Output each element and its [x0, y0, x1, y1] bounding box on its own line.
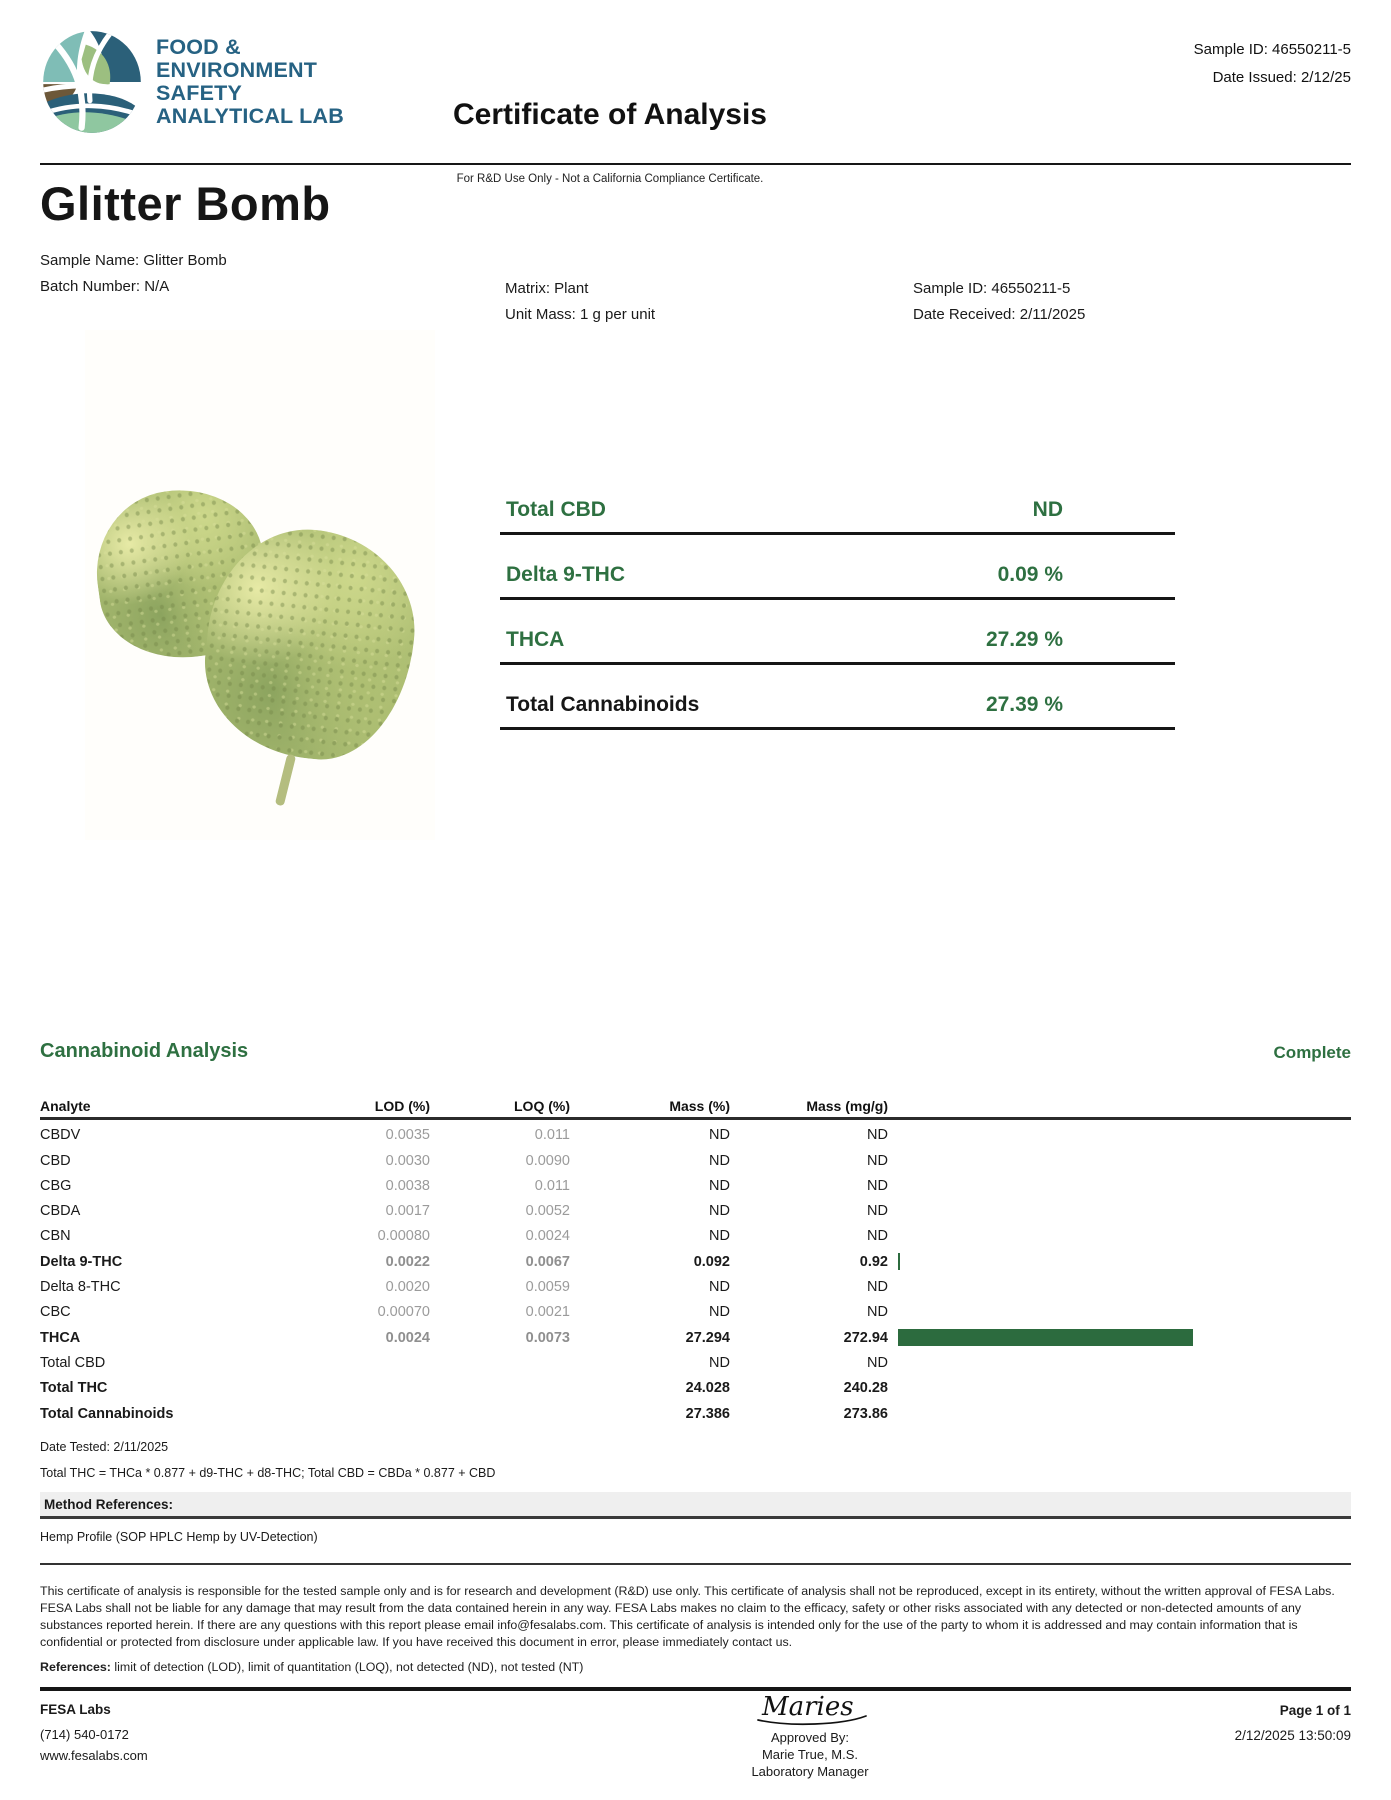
summary-label: Delta 9-THC	[506, 563, 626, 586]
summary-value: 27.39 %	[985, 693, 1063, 716]
cell-analyte: CBN	[40, 1228, 71, 1245]
cell-analyte: CBC	[40, 1304, 71, 1321]
method-references-body: Hemp Profile (SOP HPLC Hemp by UV-Detection)	[40, 1530, 318, 1544]
cell-analyte: THCA	[40, 1329, 81, 1346]
cell-mass_mgg: 272.94	[843, 1329, 888, 1346]
cell-lod: 0.0035	[385, 1127, 430, 1144]
unit-mass: Unit Mass: 1 g per unit	[505, 305, 656, 323]
coa-title: Certificate of Analysis	[453, 98, 767, 131]
cell-mass_pct: 27.386	[685, 1405, 730, 1422]
header-divider	[40, 163, 1351, 165]
print-datetime: 2/12/2025 13:50:09	[1234, 1728, 1351, 1743]
sample-id-top: Sample ID: 46550211-5	[1193, 41, 1351, 58]
logo-line-3: SAFETY	[156, 81, 243, 105]
analysis-section-title: Cannabinoid Analysis	[40, 1040, 249, 1062]
date-issued-top: Date Issued: 2/12/25	[1212, 68, 1351, 86]
thc-formula: Total THC = THCa * 0.877 + d9-THC + d8-THC; Total CBD = CBDa * 0.877 + CBD	[40, 1466, 496, 1480]
logo-line-2: ENVIRONMENT	[156, 58, 318, 82]
cell-mass_pct: 27.294	[685, 1329, 730, 1346]
references-label: References:	[40, 1660, 111, 1674]
batch-number: Batch Number: N/A	[40, 277, 170, 295]
logo-line-1: FOOD &	[156, 35, 241, 59]
table-header-divider	[40, 1117, 1351, 1120]
column-header-analyte: Analyte	[40, 1097, 91, 1114]
cell-mass_mgg: ND	[867, 1127, 888, 1144]
column-header-lod: LOD (%)	[374, 1097, 430, 1114]
summary-value: ND	[1032, 498, 1063, 521]
cell-loq: 0.011	[534, 1127, 570, 1144]
cell-analyte: Total THC	[40, 1380, 108, 1397]
cell-analyte: Total Cannabinoids	[40, 1405, 174, 1422]
matrix: Matrix: Plant	[505, 280, 589, 297]
summary-label: Total CBD	[506, 498, 606, 521]
mass-bar	[898, 1329, 1193, 1346]
cell-lod: 0.0022	[385, 1253, 430, 1270]
product-photo	[85, 330, 435, 840]
cell-mass_mgg: ND	[867, 1203, 888, 1220]
table-row	[40, 1300, 1351, 1325]
method-references-header: Method References:	[40, 1492, 1351, 1519]
cell-analyte: Delta 8-THC	[40, 1279, 121, 1296]
approver-title: Laboratory Manager	[751, 1764, 869, 1780]
cell-mass_pct: ND	[709, 1203, 730, 1220]
summary-value: 27.29 %	[985, 628, 1063, 651]
summary-table	[500, 470, 1175, 730]
cell-mass_mgg: ND	[867, 1177, 888, 1194]
date-tested: Date Tested: 2/11/2025	[40, 1440, 169, 1454]
page-number: Page 1 of 1	[1279, 1703, 1351, 1718]
bud-stem	[275, 754, 296, 807]
summary-row	[500, 470, 1175, 535]
lab-logo	[40, 28, 344, 136]
cell-analyte: CBDA	[40, 1203, 81, 1220]
cell-loq: 0.011	[534, 1177, 570, 1194]
cell-loq: 0.0024	[525, 1228, 570, 1245]
cell-loq: 0.0052	[525, 1203, 570, 1220]
table-row	[40, 1148, 1351, 1173]
analysis-table	[40, 1094, 1351, 1426]
lab-logo-text	[156, 36, 344, 128]
cell-analyte: Delta 9-THC	[40, 1253, 123, 1270]
analysis-status: Complete	[1273, 1043, 1351, 1062]
cell-mass_pct: ND	[709, 1279, 730, 1296]
table-row	[40, 1249, 1351, 1274]
footer-page-info	[1235, 1703, 1351, 1743]
approver-name: Marie True, M.S.	[761, 1747, 859, 1763]
lab-phone: (714) 540-0172	[40, 1726, 129, 1742]
summary-row	[500, 535, 1175, 600]
cell-lod: 0.0020	[385, 1279, 430, 1296]
table-row	[40, 1173, 1351, 1198]
date-received: Date Received: 2/11/2025	[913, 305, 1086, 323]
table-row	[40, 1274, 1351, 1299]
footer-approval	[560, 1690, 1060, 1780]
cell-lod: 0.0030	[385, 1152, 430, 1169]
bud-right	[196, 520, 425, 768]
cell-loq: 0.0067	[525, 1253, 570, 1270]
cell-lod: 0.0024	[385, 1329, 430, 1346]
footer-lab-info	[40, 1703, 148, 1770]
cell-mass_mgg: ND	[867, 1152, 888, 1169]
cell-loq: 0.0021	[525, 1304, 570, 1321]
cell-mass_mgg: ND	[867, 1279, 888, 1296]
cell-lod: 0.0038	[385, 1177, 430, 1194]
column-header-mass-mgg: Mass (mg/g)	[806, 1097, 888, 1114]
logo-line-4: ANALYTICAL LAB	[156, 104, 344, 128]
cell-mass_pct: ND	[709, 1127, 730, 1144]
cell-loq: 0.0059	[525, 1279, 570, 1296]
cell-mass_pct: 24.028	[685, 1380, 730, 1397]
summary-row	[500, 600, 1175, 665]
signature-name: Maries	[762, 1692, 854, 1722]
cell-lod: 0.00080	[377, 1228, 430, 1245]
approved-by-label: Approved By:	[770, 1730, 850, 1745]
table-row	[40, 1350, 1351, 1375]
sample-name: Sample Name: Glitter Bomb	[40, 252, 227, 269]
lab-logo-icon	[40, 28, 144, 136]
table-header-row	[40, 1094, 1351, 1117]
cell-loq: 0.0073	[525, 1329, 570, 1346]
table-row	[40, 1325, 1351, 1350]
summary-row	[500, 665, 1175, 730]
lab-name: FESA Labs	[40, 1702, 111, 1717]
table-row	[40, 1376, 1351, 1401]
column-header-mass-pct: Mass (%)	[669, 1097, 730, 1114]
method-divider	[40, 1563, 1351, 1565]
summary-label: Total Cannabinoids	[506, 693, 700, 716]
references-text	[40, 1660, 583, 1674]
cell-mass_pct: ND	[709, 1228, 730, 1245]
summary-underline	[500, 727, 1175, 730]
cell-lod: 0.0017	[385, 1203, 430, 1220]
table-row	[40, 1123, 1351, 1148]
cell-mass_mgg: ND	[867, 1228, 888, 1245]
references-body: limit of detection (LOD), limit of quantitation (LOQ), not detected (ND), not tested (NT)	[110, 1660, 584, 1674]
cell-mass_mgg: ND	[867, 1304, 888, 1321]
summary-label: THCA	[506, 628, 565, 651]
product-title: Glitter Bomb	[40, 177, 331, 230]
disclaimer-text: This certificate of analysis is responsible for the tested sample only and is for research and development (R&D) use only. This certificate of analysis shall not be reproduced, except in its entirety, without the written approval of FESA Labs. FESA Labs shall not be liable for any damage that may result from the data contained herein in any way. FESA Labs makes no claim to the efficacy, safety or other risks associated with any detected or non-detected amounts of any substances reported herein. If there are any questions with this report please email info@fesalabs.com. This certificate of analysis is intended only for the use of the party to whom it is addressed and may contain information that is confidential or protected from disclosure under applicable law. If you have received this document in error, please immediately contact us.	[40, 1584, 1335, 1649]
cell-loq: 0.0090	[525, 1152, 570, 1169]
cell-mass_pct: ND	[709, 1304, 730, 1321]
cell-analyte: CBDV	[40, 1127, 81, 1144]
table-row	[40, 1401, 1351, 1426]
table-row	[40, 1198, 1351, 1223]
cell-mass_pct: ND	[709, 1152, 730, 1169]
cell-analyte: Total CBD	[40, 1354, 106, 1371]
mass-bar	[898, 1253, 900, 1270]
cell-mass_mgg: 273.86	[843, 1405, 888, 1422]
cell-analyte: CBG	[40, 1177, 72, 1194]
lab-website: www.fesalabs.com	[40, 1748, 148, 1764]
signature	[740, 1690, 880, 1728]
cell-mass_pct: ND	[709, 1354, 730, 1371]
summary-value: 0.09 %	[997, 563, 1063, 586]
cell-mass_pct: ND	[709, 1177, 730, 1194]
cell-analyte: CBD	[40, 1152, 71, 1169]
analysis-table-body	[40, 1123, 1351, 1427]
table-row	[40, 1224, 1351, 1249]
cell-lod: 0.00070	[377, 1304, 430, 1321]
cell-mass_mgg: ND	[867, 1354, 888, 1371]
column-header-loq: LOQ (%)	[514, 1097, 570, 1114]
sample-id: Sample ID: 46550211-5	[913, 280, 1071, 297]
cell-mass_pct: 0.092	[693, 1253, 730, 1270]
coa-subtitle: For R&D Use Only - Not a California Compliance Certificate.	[456, 173, 764, 185]
cell-mass_mgg: 0.92	[859, 1253, 888, 1270]
cell-mass_mgg: 240.28	[843, 1380, 888, 1397]
